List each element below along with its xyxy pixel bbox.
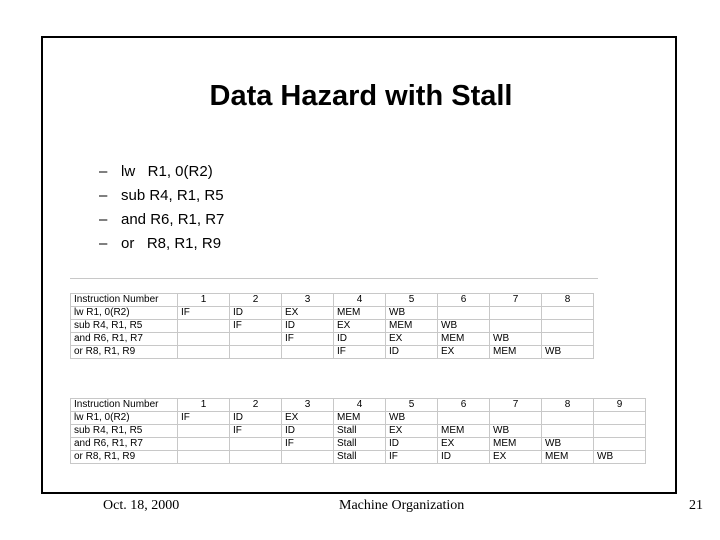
column-header-cycle: 3 <box>282 294 334 307</box>
stage-cell: MEM <box>334 307 386 320</box>
stage-cell <box>438 412 490 425</box>
instruction-text: and R6, R1, R7 <box>121 211 225 228</box>
stage-cell <box>178 425 230 438</box>
stage-cell <box>490 307 542 320</box>
bullet-dash: – <box>99 187 108 204</box>
stage-cell: MEM <box>334 412 386 425</box>
instruction-cell: lw R1, 0(R2) <box>71 307 178 320</box>
table-row <box>71 307 594 320</box>
instruction-cell: and R6, R1, R7 <box>71 438 178 451</box>
stage-cell: IF <box>282 438 334 451</box>
stage-cell <box>490 412 542 425</box>
column-header-cycle: 8 <box>542 294 594 307</box>
table-row <box>71 346 594 359</box>
stage-cell: EX <box>490 451 542 464</box>
stage-cell: EX <box>282 412 334 425</box>
stage-cell: ID <box>282 425 334 438</box>
stage-cell: IF <box>386 451 438 464</box>
column-header-cycle: 6 <box>438 294 490 307</box>
instruction-cell: sub R4, R1, R5 <box>71 425 178 438</box>
column-header-cycle: 2 <box>230 399 282 412</box>
table-row <box>71 320 594 333</box>
stage-cell <box>594 412 646 425</box>
stage-cell <box>178 346 230 359</box>
list-item <box>99 160 224 184</box>
stage-cell: WB <box>594 451 646 464</box>
stage-cell <box>230 451 282 464</box>
column-header-cycle: 1 <box>178 399 230 412</box>
footer-date: Oct. 18, 2000 <box>103 498 180 513</box>
instruction-cell: or R8, R1, R9 <box>71 451 178 464</box>
list-item <box>99 208 224 232</box>
stage-cell <box>594 438 646 451</box>
table-top-rule <box>70 278 598 279</box>
stage-cell: WB <box>490 333 542 346</box>
stage-cell: Stall <box>334 425 386 438</box>
list-item <box>99 184 224 208</box>
stage-cell <box>178 438 230 451</box>
column-header-instruction: Instruction Number <box>71 294 178 307</box>
table-row <box>71 451 646 464</box>
stage-cell: ID <box>386 438 438 451</box>
table-header-row <box>71 294 594 307</box>
stage-cell: Stall <box>334 451 386 464</box>
list-item <box>99 232 224 256</box>
pipeline-table-with-stall <box>70 398 646 464</box>
column-header-cycle: 5 <box>386 294 438 307</box>
instruction-text: sub R4, R1, R5 <box>121 187 224 204</box>
stage-cell: EX <box>386 425 438 438</box>
slide <box>41 36 703 513</box>
stage-cell <box>178 451 230 464</box>
table-row <box>71 438 646 451</box>
stage-cell: MEM <box>438 333 490 346</box>
footer-title: Machine Organization <box>339 498 465 513</box>
stage-cell: Stall <box>334 438 386 451</box>
stage-cell: IF <box>178 307 230 320</box>
instruction-cell: lw R1, 0(R2) <box>71 412 178 425</box>
instruction-list <box>99 160 224 256</box>
stage-cell: ID <box>282 320 334 333</box>
page-number: 21 <box>689 498 703 513</box>
stage-cell <box>542 333 594 346</box>
stage-cell: ID <box>230 307 282 320</box>
column-header-cycle: 8 <box>542 399 594 412</box>
stage-cell: ID <box>438 451 490 464</box>
slide-title: Data Hazard with Stall <box>209 80 513 112</box>
stage-cell: MEM <box>386 320 438 333</box>
table-row <box>71 425 646 438</box>
column-header-cycle: 6 <box>438 399 490 412</box>
stage-cell <box>594 425 646 438</box>
instruction-cell: sub R4, R1, R5 <box>71 320 178 333</box>
stage-cell: IF <box>230 320 282 333</box>
column-header-cycle: 9 <box>594 399 646 412</box>
stage-cell <box>542 307 594 320</box>
stage-cell <box>230 346 282 359</box>
stage-cell: WB <box>490 425 542 438</box>
stage-cell: MEM <box>490 346 542 359</box>
stage-cell: ID <box>386 346 438 359</box>
stage-cell: EX <box>334 320 386 333</box>
stage-cell: IF <box>282 333 334 346</box>
stage-cell: EX <box>386 333 438 346</box>
bullet-dash: – <box>99 211 108 228</box>
table-row <box>71 412 646 425</box>
column-header-cycle: 2 <box>230 294 282 307</box>
instruction-cell: or R8, R1, R9 <box>71 346 178 359</box>
stage-cell: IF <box>334 346 386 359</box>
table-header-row <box>71 399 646 412</box>
stage-cell: WB <box>386 307 438 320</box>
stage-cell: IF <box>178 412 230 425</box>
stage-cell <box>542 320 594 333</box>
stage-cell: IF <box>230 425 282 438</box>
column-header-cycle: 7 <box>490 294 542 307</box>
pipeline-table-no-stall <box>70 293 594 359</box>
stage-cell: EX <box>438 346 490 359</box>
stage-cell: WB <box>438 320 490 333</box>
stage-cell: EX <box>438 438 490 451</box>
stage-cell: ID <box>230 412 282 425</box>
stage-cell <box>230 333 282 346</box>
stage-cell <box>490 320 542 333</box>
stage-cell <box>282 346 334 359</box>
table-row <box>71 333 594 346</box>
instruction-cell: and R6, R1, R7 <box>71 333 178 346</box>
instruction-text: or R8, R1, R9 <box>121 235 222 252</box>
stage-cell <box>438 307 490 320</box>
stage-cell <box>230 438 282 451</box>
column-header-cycle: 4 <box>334 294 386 307</box>
stage-cell: EX <box>282 307 334 320</box>
stage-cell <box>542 425 594 438</box>
stage-cell: MEM <box>490 438 542 451</box>
stage-cell: MEM <box>542 451 594 464</box>
stage-cell: WB <box>386 412 438 425</box>
stage-cell <box>178 333 230 346</box>
stage-cell <box>282 451 334 464</box>
stage-cell <box>178 320 230 333</box>
bullet-dash: – <box>99 163 108 180</box>
stage-cell: MEM <box>438 425 490 438</box>
column-header-cycle: 7 <box>490 399 542 412</box>
column-header-instruction: Instruction Number <box>71 399 178 412</box>
stage-cell <box>542 412 594 425</box>
stage-cell: ID <box>334 333 386 346</box>
column-header-cycle: 1 <box>178 294 230 307</box>
column-header-cycle: 4 <box>334 399 386 412</box>
bullet-dash: – <box>99 235 108 252</box>
column-header-cycle: 3 <box>282 399 334 412</box>
stage-cell: WB <box>542 438 594 451</box>
column-header-cycle: 5 <box>386 399 438 412</box>
stage-cell: WB <box>542 346 594 359</box>
instruction-text: lw R1, 0(R2) <box>121 163 213 180</box>
